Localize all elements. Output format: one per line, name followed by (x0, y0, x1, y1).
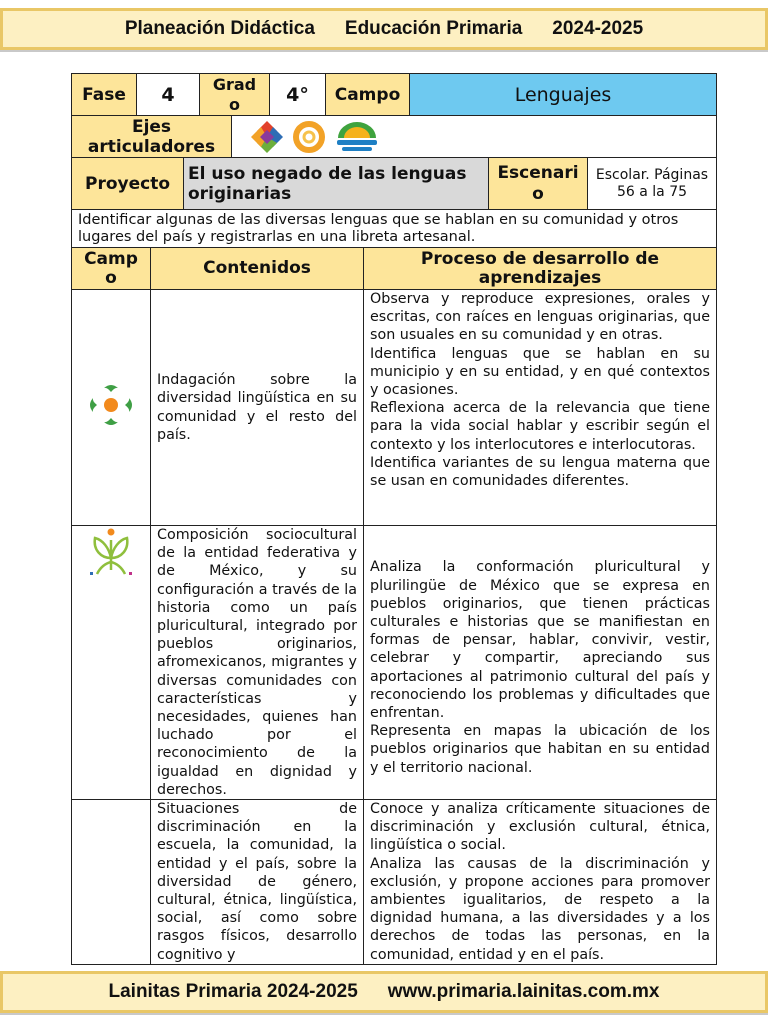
escenario-value: Escolar. Páginas 56 a la 75 (588, 158, 717, 210)
header-year: 2024-2025 (552, 18, 644, 39)
escenario-label-line2: o (532, 183, 544, 204)
ejes-table (71, 115, 717, 158)
proceso-item: Analiza la conformación pluricultural y plurilingüe de México que se expresa en pueblos originarios, que tienen prácticas culturales e historias que se manifiestan en formas de pensar, hablar, convivir, vestir, celebrar y compartir, apreciando sus aportaciones al patrimonio cultural del país y reconociendo los problemas y dificultades que enfrentan. (370, 559, 710, 721)
table-row (72, 290, 717, 526)
campo-icon-cell (72, 290, 151, 526)
campo-value: Lenguajes (410, 74, 717, 116)
campo-header-line2: o (105, 267, 117, 288)
proceso-item: Identifica variantes de su lengua materna que se usan en comunidades diferentes. (370, 454, 710, 490)
header-title: Planeación Didáctica (124, 18, 315, 39)
campo-icon-cell (72, 800, 151, 965)
fase-label: Fase (72, 74, 137, 116)
grado-label (200, 74, 270, 116)
campo-column-header (72, 248, 151, 290)
footer-banner (0, 971, 768, 1013)
campo-label: Campo (326, 74, 410, 116)
table-row (72, 800, 717, 965)
ejes-label-line2: articuladores (87, 136, 216, 157)
campo-header-line1: Camp (84, 248, 138, 269)
proceso-item: Identifica lenguas que se hablan en su municipio y en su entidad, y en qué contextos y ocasiones. (370, 345, 710, 399)
planning-sheet (71, 73, 717, 965)
proceso-item: Representa en mapas la ubicación de los pueblos originarios que habitan en su entidad y el territorio nacional. (370, 723, 710, 776)
contenido-cell: Indagación sobre la diversidad lingüística en su comunidad y el resto del país. (151, 290, 364, 526)
info-table (71, 73, 717, 116)
objective-text: Identificar algunas de las diversas lenguas que se hablan en su comunidad y otros lugares del país y registrarlas en una libreta artesanal. (72, 210, 717, 248)
ejes-label (72, 116, 232, 158)
interculturalidad-eje-icon (250, 120, 284, 154)
contenido-cell: Composición sociocultural de la entidad federativa y de México, y su configuración a través de la historia como un país pluricultural, integrado por pueblos originarios, afromexicanos, migrantes y diversas comunidades con características y necesidades, quienes han luchado por el reconocimiento de la igualdad en dignidad y derechos. (151, 526, 364, 800)
inclusion-icon (87, 380, 135, 430)
objective-table (71, 209, 717, 248)
escenario-label-line1: Escenari (497, 162, 579, 183)
table-row (72, 526, 717, 800)
content-table (71, 247, 717, 965)
proyecto-table (71, 157, 717, 210)
grado-label-line2: o (229, 94, 240, 114)
proceso-cell (364, 290, 717, 526)
footer-site-name: Lainitas Primaria 2024-2025 (108, 981, 358, 1002)
proyecto-label: Proyecto (72, 158, 184, 210)
interculturalidad-icon (87, 528, 135, 578)
proceso-item: Observa y reproduce expresiones, orales y escritas, con raíces en lenguas originarias, que son usuales en su comunidad y en otras. (370, 291, 710, 344)
escenario-label (489, 158, 588, 210)
ejes-label-line1: Ejes (131, 116, 172, 137)
ejes-icons-cell (232, 116, 717, 158)
pensamiento-critico-icon (292, 120, 326, 154)
campo-icon-cell (72, 526, 151, 800)
header-banner (0, 8, 768, 50)
proceso-column-header: Proceso de desarrollo de aprendizajes (364, 248, 717, 290)
fase-value: 4 (137, 74, 200, 116)
grado-value: 4° (270, 74, 326, 116)
proceso-item: Conoce y analiza críticamente situaciones de discriminación y exclusión cultural, étnica, lingüística o social. (370, 801, 710, 854)
proyecto-title: El uso negado de las lenguas originarias (184, 158, 489, 210)
grado-label-line1: Grad (212, 74, 257, 94)
proceso-cell (364, 526, 717, 800)
proceso-cell (364, 800, 717, 965)
footer-url: www.primaria.lainitas.com.mx (387, 981, 660, 1002)
proceso-item: Reflexiona acerca de la relevancia que tiene para la vida social hablar y escribir según el contexto y los interlocutores e interlocutoras. (370, 400, 710, 453)
vida-saludable-icon (334, 120, 380, 154)
contenido-cell (151, 800, 364, 965)
proceso-item: Analiza las causas de la discriminación y exclusión, y propone acciones para promover ambientes igualitarios, de respeto a la dignidad humana, a las diversidades y a los derechos de todas las personas, en la comunidad, entidad y en el país. (370, 855, 710, 963)
contenidos-column-header: Contenidos (151, 248, 364, 290)
contenido-text: Situaciones de discriminación en la escuela, la comunidad, la entidad y el país, sobre la diversidad de género, cultural, étnica, lingüística, social, así como sobre rasgos físicos, desarrollo cognitivo y (157, 801, 357, 963)
header-level: Educación Primaria (344, 18, 523, 39)
